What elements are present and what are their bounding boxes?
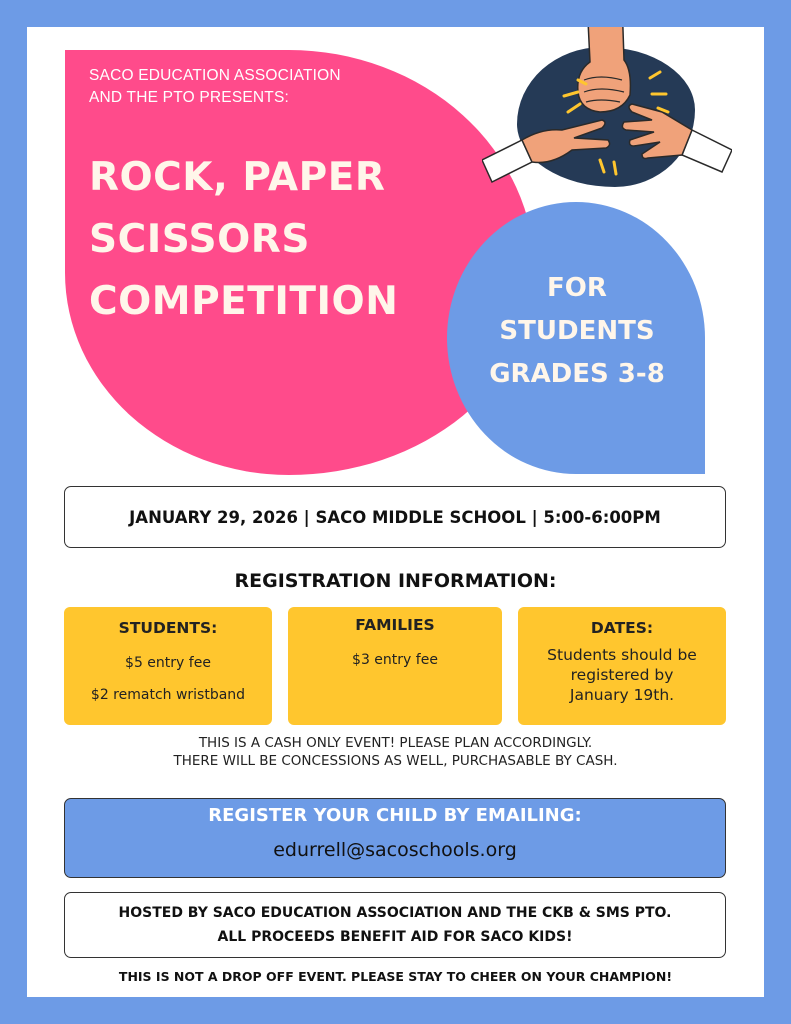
cash-line-1: THIS IS A CASH ONLY EVENT! PLEASE PLAN ACCORDINGLY. bbox=[198, 735, 593, 751]
poster-sheet bbox=[27, 27, 764, 997]
register-box bbox=[64, 798, 726, 878]
dates-card bbox=[518, 607, 726, 725]
title-line-2: SCISSORS bbox=[89, 217, 310, 262]
students-rematch: $2 rematch wristband bbox=[90, 687, 246, 703]
families-card-title: FAMILIES bbox=[355, 616, 435, 634]
families-card bbox=[288, 607, 502, 725]
hosted-box bbox=[64, 892, 726, 958]
presenter-text bbox=[89, 65, 419, 109]
event-title bbox=[89, 147, 469, 333]
event-details: JANUARY 29, 2026 | SACO MIDDLE SCHOOL | 5:00-6:00PM bbox=[129, 507, 661, 527]
scissors-hand-icon bbox=[522, 120, 610, 163]
rock-hand-icon bbox=[578, 27, 631, 112]
hands-illustration bbox=[482, 27, 732, 200]
audience-line-1: FOR bbox=[547, 273, 607, 303]
registration-heading: REGISTRATION INFORMATION: bbox=[234, 570, 557, 592]
register-email-link[interactable]: edurrell@sacoschools.org bbox=[273, 839, 517, 861]
title-line-1: ROCK, PAPER bbox=[89, 155, 386, 200]
cash-notice bbox=[27, 734, 764, 770]
presenter-line-1: SACO EDUCATION ASSOCIATION bbox=[89, 67, 341, 84]
hosted-line-2: ALL PROCEEDS BENEFIT AID FOR SACO KIDS! bbox=[217, 929, 573, 945]
presenter-line-2: AND THE PTO PRESENTS: bbox=[89, 89, 290, 106]
audience-line-2: STUDENTS bbox=[499, 316, 655, 346]
drop-off-notice: THIS IS NOT A DROP OFF EVENT. PLEASE STAY TO CHEER ON YOUR CHAMPION! bbox=[118, 969, 673, 984]
students-card-title: STUDENTS: bbox=[118, 619, 218, 637]
audience-line-3: GRADES 3-8 bbox=[489, 359, 665, 389]
title-line-3: COMPETITION bbox=[89, 279, 399, 324]
students-fee: $5 entry fee bbox=[125, 655, 211, 671]
students-card bbox=[64, 607, 272, 725]
families-fee: $3 entry fee bbox=[352, 652, 438, 668]
hosted-line-1: HOSTED BY SACO EDUCATION ASSOCIATION AND THE CKB & SMS PTO. bbox=[118, 905, 672, 921]
event-details-box bbox=[64, 486, 726, 548]
cash-line-2: THERE WILL BE CONCESSIONS AS WELL, PURCHASABLE BY CASH. bbox=[173, 753, 618, 769]
dates-line-2: registered by bbox=[570, 666, 674, 684]
dates-line-3: January 19th. bbox=[569, 686, 675, 704]
paper-hand-icon bbox=[622, 104, 692, 159]
dates-line-1: Students should be bbox=[547, 646, 697, 664]
dates-card-title: DATES: bbox=[590, 619, 654, 637]
audience-text bbox=[457, 267, 697, 396]
register-heading: REGISTER YOUR CHILD BY EMAILING: bbox=[208, 805, 582, 826]
